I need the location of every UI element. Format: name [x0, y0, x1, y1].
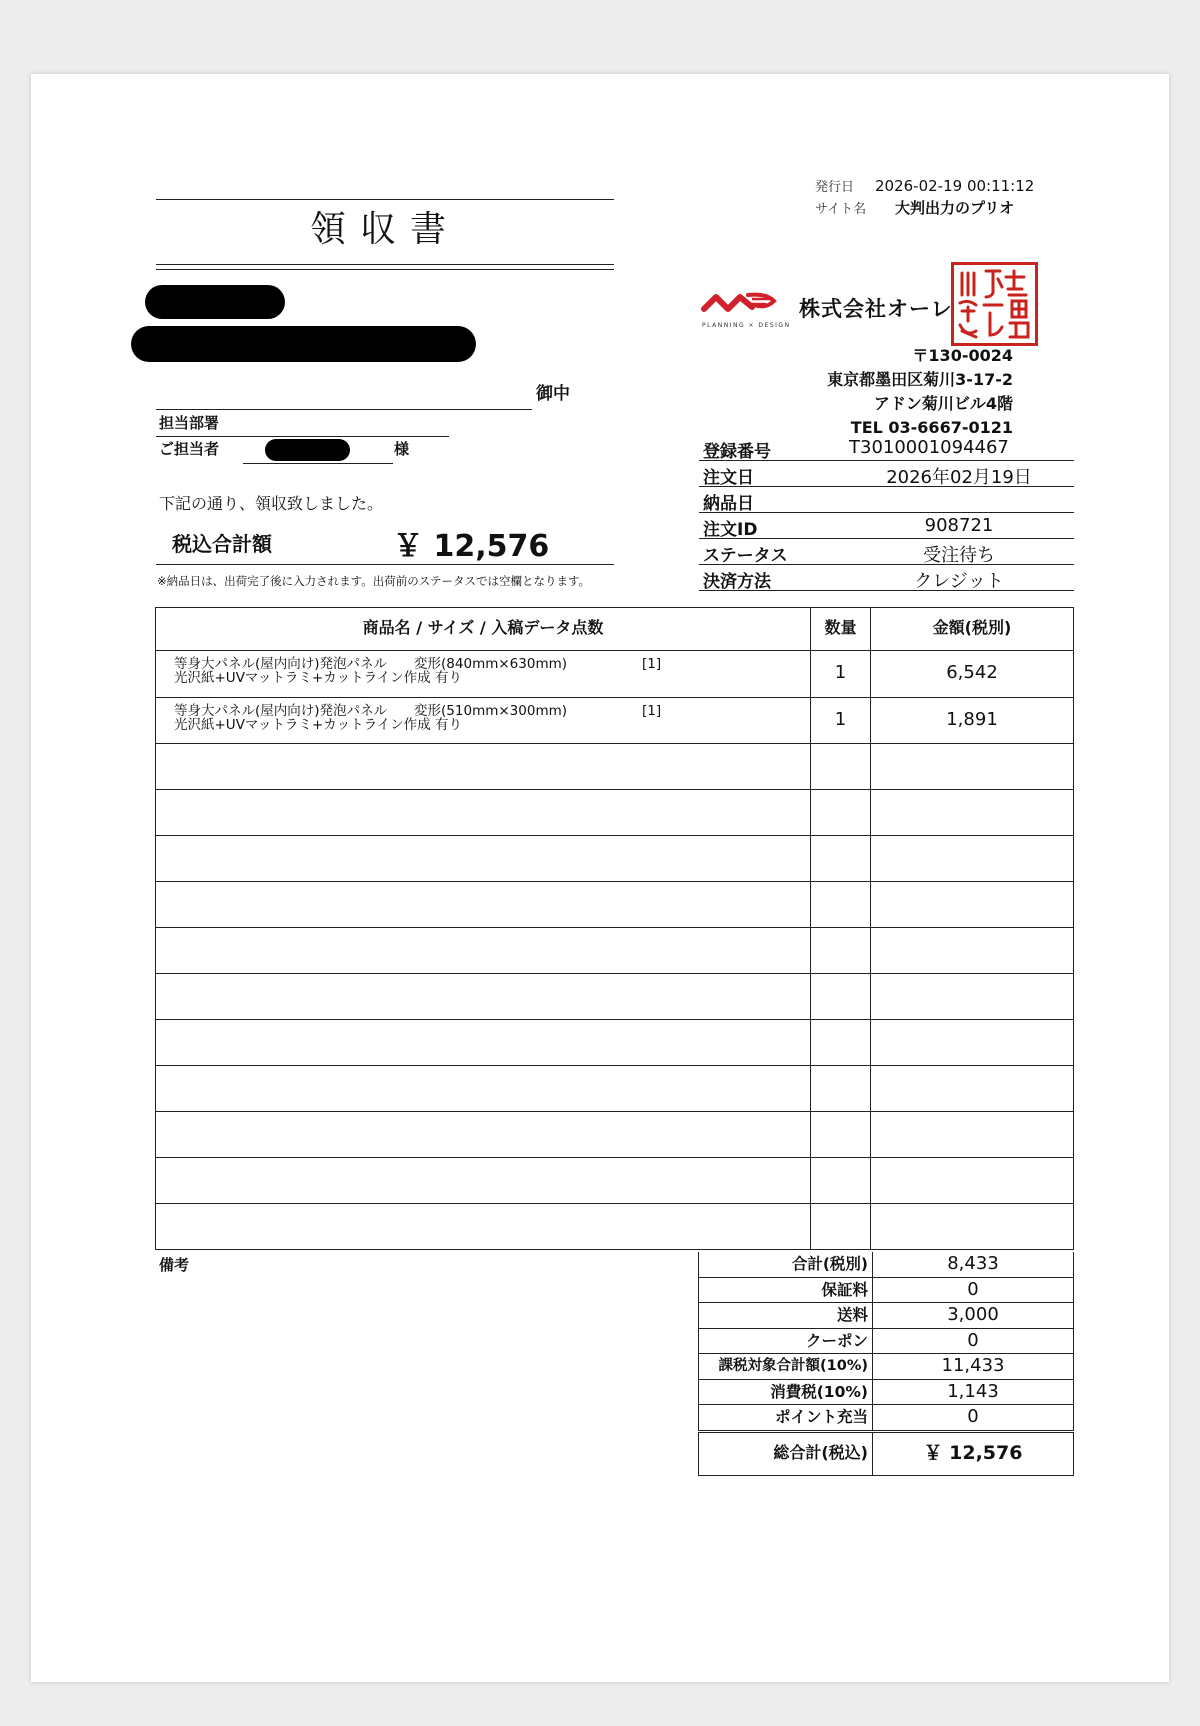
totals-row [699, 1380, 1073, 1406]
company-tel: TEL 03-6667-0121 [850, 418, 1013, 437]
info-row-payment [699, 565, 1074, 591]
totals-label: 消費税(10%) [699, 1380, 873, 1405]
totals-row [699, 1252, 1073, 1278]
issue-date-label: 発行日 [815, 180, 855, 195]
info-label: ステータス [703, 546, 788, 566]
item-amount: 6,542 [946, 662, 998, 683]
totals-row [699, 1278, 1073, 1304]
info-label: 注文日 [703, 468, 754, 488]
redacted-person [265, 439, 350, 461]
totals-label: 送料 [699, 1303, 873, 1328]
totals-value: 0 [967, 1278, 979, 1300]
table-row-empty [156, 789, 1073, 835]
totals-value: 8,433 [947, 1253, 999, 1274]
item-description [174, 656, 662, 686]
totals-label: ポイント充当 [699, 1405, 873, 1430]
totals-label: 合計(税別) [699, 1252, 873, 1277]
info-row-delivery-date [699, 487, 1074, 513]
department-label: 担当部署 [159, 414, 220, 432]
company-address [763, 344, 1013, 440]
header-amount: 金額(税別) [932, 618, 1012, 637]
site-name: 大判出力のプリオ [895, 199, 1015, 217]
totals-table [698, 1252, 1074, 1431]
person-underline [243, 463, 393, 464]
postal-code: 〒130-0024 [912, 346, 1013, 365]
totals-value: 3,000 [947, 1304, 999, 1325]
totals-row [699, 1329, 1073, 1355]
items-table [155, 607, 1074, 1250]
address-line1: 東京都墨田区菊川3-17-2 [827, 370, 1013, 389]
totals-value: 0 [967, 1329, 979, 1351]
totals-value: 11,433 [941, 1355, 1005, 1376]
table-row-empty [156, 881, 1073, 927]
honorific-org: 御中 [536, 384, 570, 404]
item-line2: 光沢紙+UVマットラミ+カットライン作成 有り [174, 670, 462, 686]
info-label: 注文ID [703, 520, 758, 540]
totals-value: 1,143 [947, 1380, 999, 1402]
company-seal [951, 262, 1038, 346]
header-qty: 数量 [811, 608, 871, 650]
table-row-empty [156, 1111, 1073, 1157]
grand-total-label: 総合計(税込) [699, 1433, 873, 1475]
table-row-empty [156, 927, 1073, 973]
info-value: 受注待ち [923, 545, 995, 566]
person-label: ご担当者 [159, 440, 220, 458]
totals-row [699, 1354, 1073, 1380]
info-label: 決済方法 [703, 572, 771, 592]
total-underline [156, 564, 614, 565]
honorific-person: 様 [394, 440, 410, 458]
info-value: 908721 [924, 515, 994, 536]
redacted-recipient-line2 [131, 326, 476, 362]
redacted-recipient-line1 [145, 285, 285, 319]
address-line2: アドン菊川ビル4階 [873, 394, 1013, 413]
issue-meta [815, 176, 1034, 220]
total-value: ￥ 12,576 [393, 529, 550, 564]
totals-row [699, 1303, 1073, 1329]
totals-row [699, 1405, 1073, 1431]
info-value: クレジット [914, 571, 1004, 592]
title-box [156, 199, 614, 265]
company-logo-icon [700, 283, 780, 327]
table-row-empty [156, 1203, 1073, 1249]
item-qty: 1 [811, 698, 871, 743]
table-row-empty [156, 973, 1073, 1019]
info-row-order-id [699, 513, 1074, 539]
table-row [156, 651, 1073, 697]
table-row-empty [156, 1065, 1073, 1111]
seal-icon [954, 265, 1035, 343]
table-row-empty [156, 1019, 1073, 1065]
item-line2: 光沢紙+UVマットラミ+カットライン作成 有り [174, 717, 462, 733]
table-row-empty [156, 835, 1073, 881]
issue-date: 2026-02-19 00:11:12 [875, 177, 1035, 195]
item-count: [1] [642, 656, 662, 672]
table-row-empty [156, 743, 1073, 789]
item-qty: 1 [811, 651, 871, 697]
company-logo [700, 283, 780, 327]
item-amount: 1,891 [946, 709, 998, 730]
header-item: 商品名 / サイズ / 入稿データ点数 [156, 608, 811, 650]
table-row-empty [156, 1157, 1073, 1203]
receipt-page [31, 74, 1169, 1682]
totals-label: 課税対象合計額(10%) [699, 1354, 873, 1379]
department-underline [156, 436, 449, 437]
item-line1: 等身大パネル(屋内向け)発泡パネル 変形(510mm×300mm) [174, 703, 568, 719]
company-name: 株式会社オーレ [799, 297, 953, 321]
received-text: 下記の通り、領収致しました。 [159, 494, 384, 513]
logo-subtitle: PLANNING × DESIGN [702, 322, 791, 329]
total-label: 税込合計額 [172, 532, 272, 556]
delivery-note: ※納品日は、出荷完了後に入力されます。出荷前のステータスでは空欄となります。 [157, 574, 591, 588]
item-count: [1] [642, 703, 662, 719]
info-value: 2026年02月19日 [886, 467, 1032, 488]
totals-label: クーポン [699, 1329, 873, 1354]
info-row-registration [699, 435, 1074, 461]
table-row [156, 697, 1073, 743]
grand-total-value: ￥ 12,576 [923, 1442, 1023, 1464]
totals-value: 0 [967, 1406, 979, 1427]
info-label: 登録番号 [703, 442, 771, 462]
item-description [174, 703, 662, 733]
info-label: 納品日 [703, 494, 754, 514]
page-title: 領収書 [309, 209, 460, 250]
info-value: T3010001094467 [849, 437, 1009, 458]
site-label: サイト名 [815, 202, 867, 217]
totals-label: 保証料 [699, 1278, 873, 1303]
grand-total [698, 1432, 1074, 1476]
remarks-label: 備考 [159, 1256, 190, 1274]
recipient-underline [156, 409, 532, 410]
info-row-order-date [699, 461, 1074, 487]
info-row-status [699, 539, 1074, 565]
item-line1: 等身大パネル(屋内向け)発泡パネル 変形(840mm×630mm) [174, 656, 568, 672]
table-header [156, 608, 1073, 651]
